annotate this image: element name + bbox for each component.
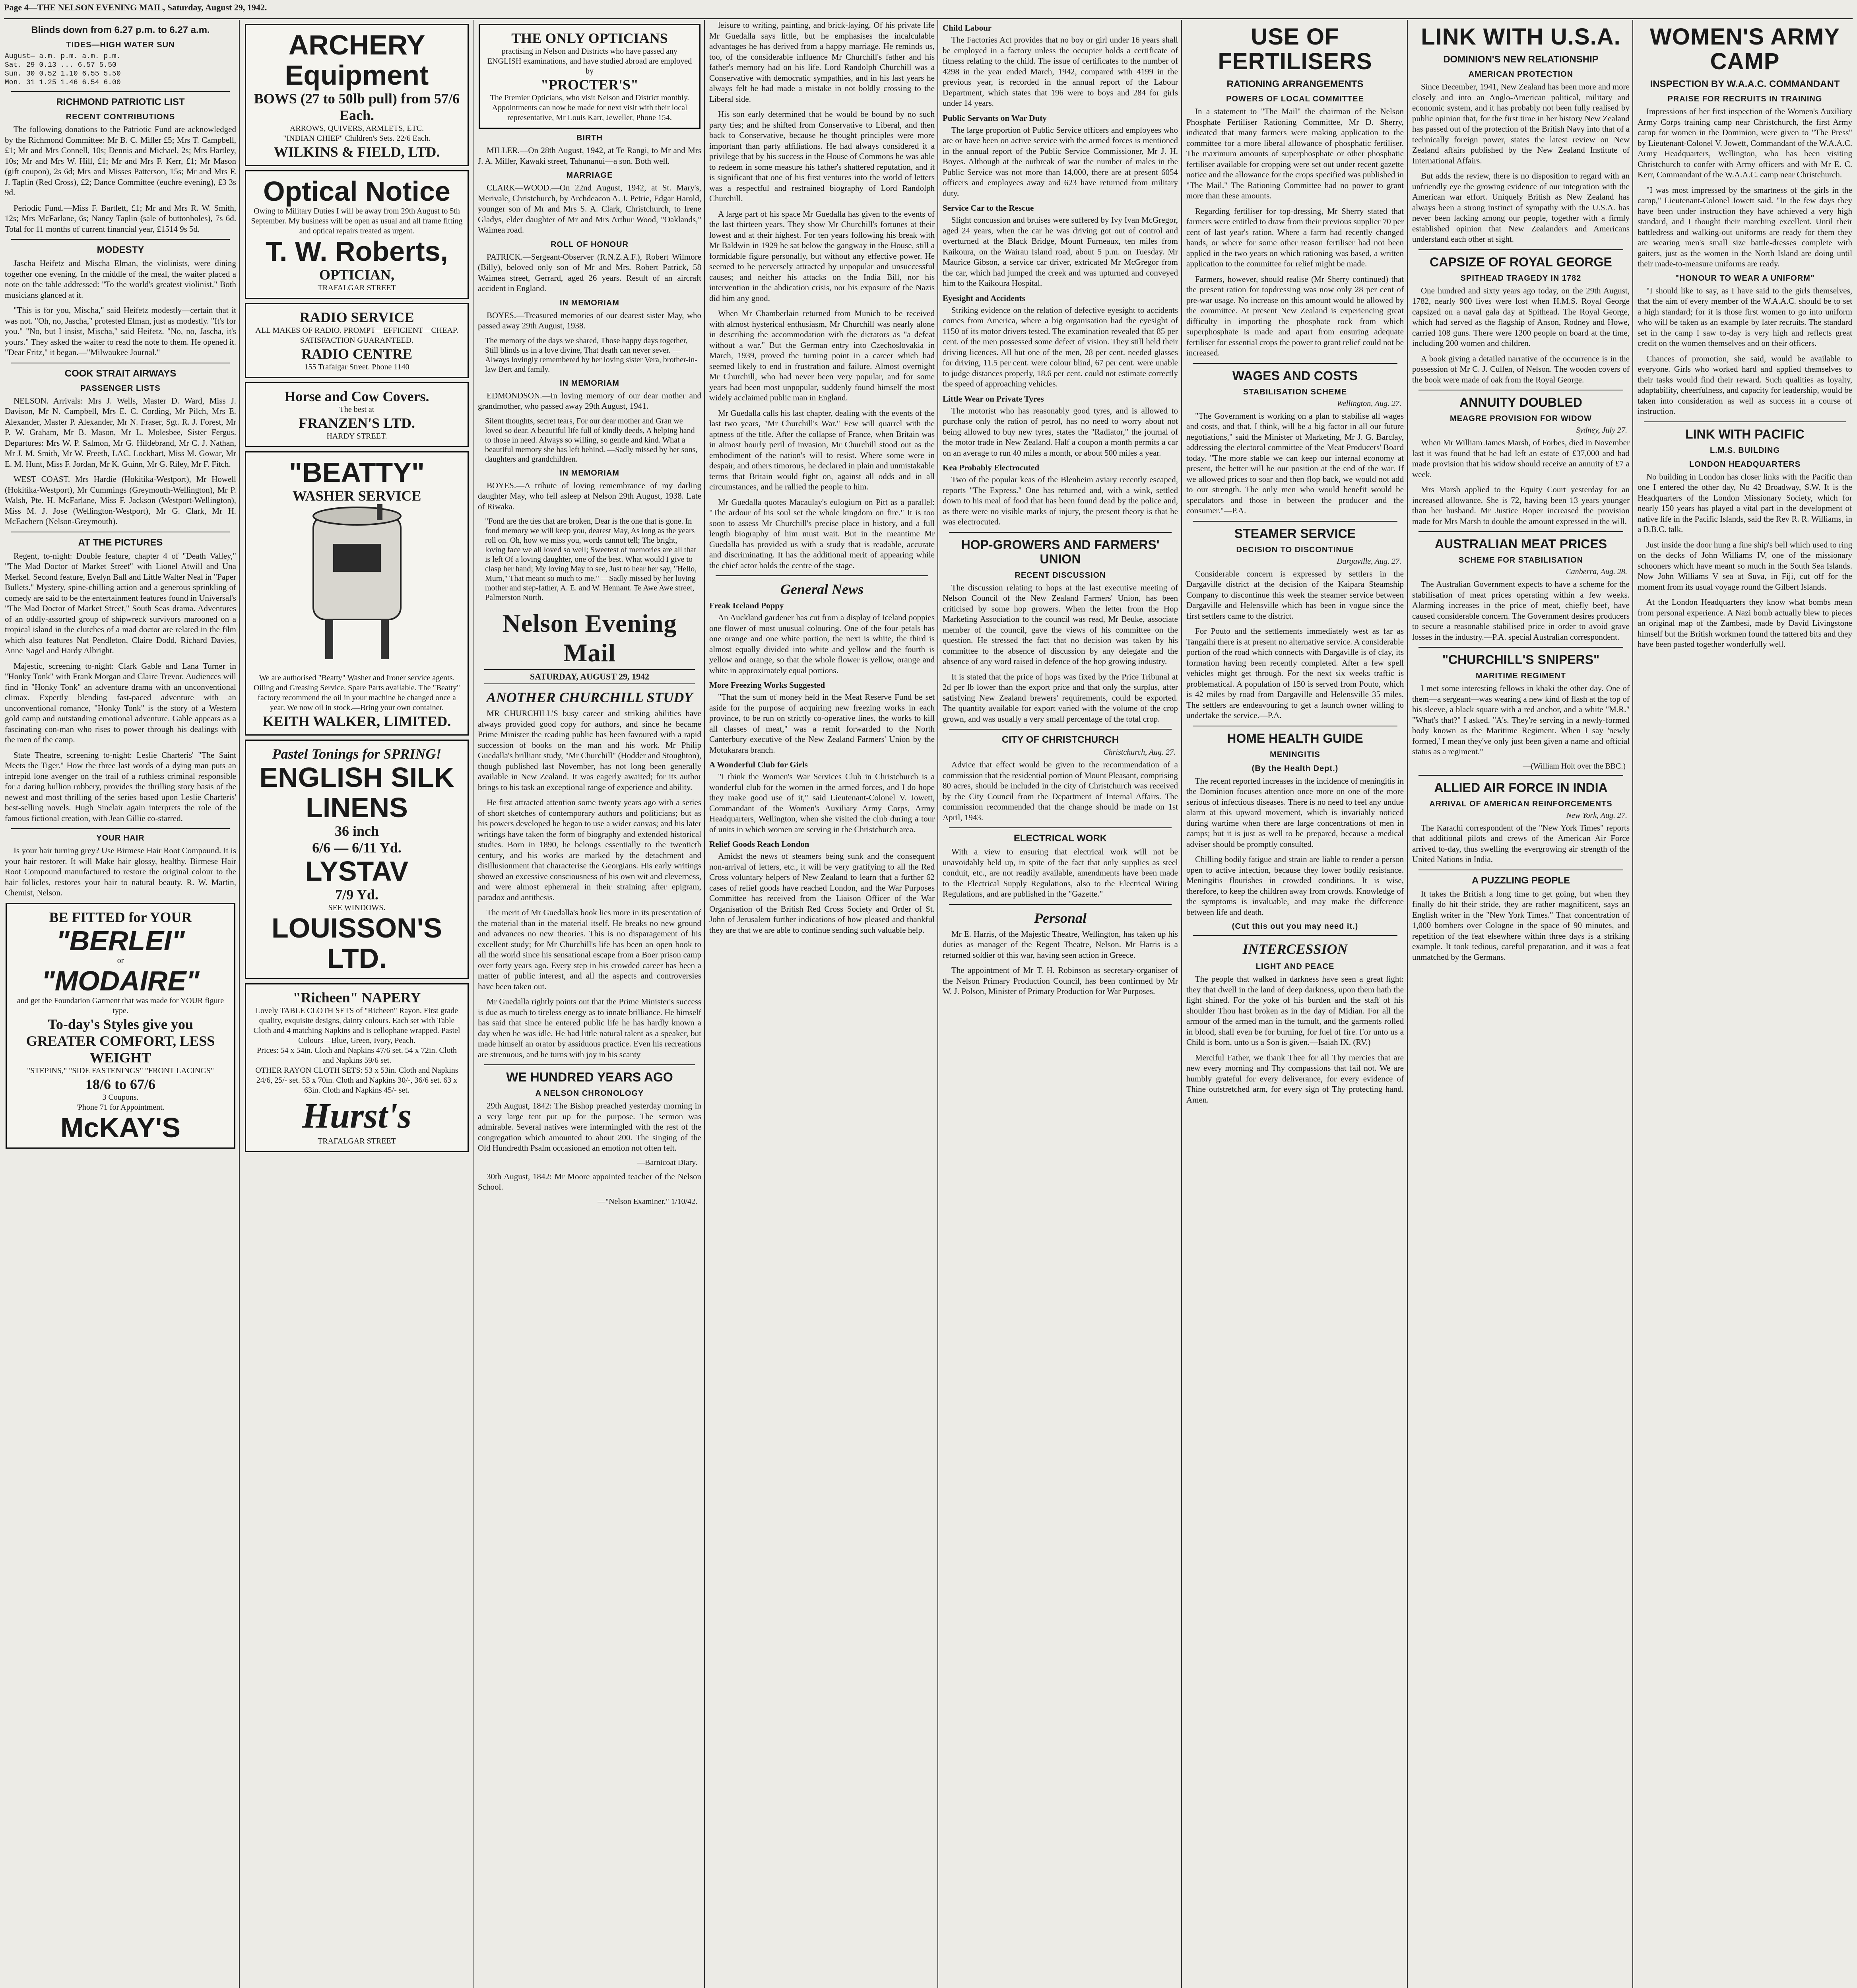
notice-heading: BIRTH [576, 134, 603, 142]
item-heading: Freak Iceland Poppy [709, 601, 784, 610]
article-text: The recent reported increases in the incidence of meningitis in the Dominion focuses attention once more on one of the more serious of infectious diseases. There is no need to feel any undue alarm at this upward movement, which is invariably noticed during wartime when there are large concentrations of men in camps; but it is just as well to be prepared, because a medical adviser should be promptly consulted. [1186, 776, 1404, 849]
subheadline: "HONOUR TO WEAR A UNIFORM" [1675, 274, 1815, 283]
article-text: No building in London has closer links with the Pacific than one I entered the other day, No 42 Broadway, S.W. It is the Headquarters of the London Missionary Society, which for nearly 150 years has played a vital part in the development of native life in the Pacific Islands, said the Rev R. R. Williams, in a B.B.C. talk. [1638, 472, 1852, 534]
article-text: Mr E. Harris, of the Majestic Theatre, Wellington, has taken up his duties as manager of the Regent Theatre, Nelson. Mr Harris is a returned soldier of this war, having seen action in Greece. [943, 929, 1178, 960]
article-text: Considerable concern is expressed by settlers in the Dargaville district at the decision of the Kaipara Steamship Company to discontinue this week the steamer service between Dargaville and Helensville which has been in vogue since the first settlers came to the district. [1186, 569, 1404, 621]
article-text: Just inside the door hung a fine ship's bell which used to ring on the decks of John Williams IV, one of the missionary schooners which have meant so much in the South Sea Islands. Now John Williams V sea at Suva, in Fiji, cut off for the moment from its usual voyage round the Gilbert Islands. [1638, 540, 1852, 592]
article-text: A book giving a detailed narrative of the occurrence is in the possession of Mr C. J. Cullen, of Nelson. The wooden covers of the book were made of oak from the Royal George. [1412, 353, 1630, 384]
article-text: It takes the British a long time to get going, but when they finally do hit their stride, they are rather magnificent, says an English writer in the "New York Times." That concentration of 1,000 bombers over Cologne in the space of 90 minutes, and repetition of the feat elsewhere within three days is a striking example. It took tedious, careful preparation, and it was a feat unmatched by the Germans. [1412, 889, 1630, 962]
article-text: Jascha Heifetz and Mischa Elman, the violinists, were dining together one evening. In the middle of the meal, the waiter placed a note on the table addressed: "To the world's greatest violinist." Both musicians glanced at it. [5, 258, 236, 300]
divider [1193, 363, 1397, 364]
ad-text: 155 Trafalgar Street. Phone 1140 [304, 363, 409, 371]
dateline: Dargaville, Aug. 27. [1337, 557, 1401, 566]
tide-row: Sat. 29 0.13 ... 6.57 5.50 [5, 61, 116, 69]
column-6 [1185, 20, 1405, 1988]
ad-text: OTHER RAYON CLOTH SETS: 53 x 53in. Cloth and Napkins 24/6, 25/- set. 53 x 70in. Cloth and Napkins 30/-, 36/6 set. 63 x 63in. Cloth and Napkins 45/- set. [255, 1066, 458, 1095]
ad-text: or [117, 956, 124, 965]
article-text: For Pouto and the settlements immediately west as far as Tangaihi there is at present no alternative service. A considerable portion of the road which connects with Dargaville is of clay, its formation having been recently completed. After a few spell vehicles might get through. For the next six weeks traffic is problematical. A population of 150 is served from Pouto, which is 42 miles by road from Dargaville and Helensville 35 miles. The settlers are endeavouring to get a launch owner willing to undertake the service.—P.A. [1186, 626, 1404, 720]
divider [1418, 775, 1623, 776]
headline: CITY OF CHRISTCHURCH [1001, 734, 1119, 745]
divider [949, 827, 1172, 828]
ad-text: "STEPINS," "SIDE FASTENINGS" "FRONT LACINGS" [27, 1066, 214, 1075]
ad-price: 18/6 to 67/6 [85, 1076, 155, 1092]
ad-title: Horse and Cow Covers. [284, 388, 429, 404]
headline: AUSTRALIAN MEAT PRICES [1434, 537, 1607, 551]
article-text: MR CHURCHILL'S busy career and striking abilities have always provided good copy for authors, and since he became Prime Minister the reading public has been favoured with a rapid succession of books on the man and his work. Mr Philip Guedalla's brilliant study, "Mr Churchill" (Hodder and Stoughton), though published last November, has not long been generally available in New Zealand. It was eagerly awaited; for its author brings to his task an exceptional range of experience and ability. [478, 709, 701, 792]
ad-text: 36 inch [334, 823, 379, 839]
ad-title: THE ONLY OPTICIANS [511, 30, 668, 46]
page-folio: Page 4—THE NELSON EVENING MAIL, Saturday, August 29, 1942. [4, 2, 1853, 19]
headline: AT THE PICTURES [78, 537, 163, 548]
article-text: "I should like to say, as I have said to the girls themselves, that the aim of every member of the W.A.A.C. should be to set a high standard; for it is those first women to go into uniform who will be taken as an example by later recruits. The standard set in the camp I saw to-day is very high and reflects great credit on the women themselves and on their officers. [1638, 285, 1852, 348]
article-text: Since December, 1941, New Zealand has been more and more closely and into an Anglo-American political, military and economic system, and it has probably not been fully realised by public opinion that, for the first time in her history New Zealand has passed out of the protection of the British Navy into that of a technically foreign power, states the latest review on New Zealand affairs published by the New Zealand Institute of International Affairs. [1412, 82, 1630, 165]
article-text: Mr Guedalla calls his last chapter, dealing with the events of the last two years, "Mr Churchill's War." Few will quarrel with the aptness of the title. After the collapse of France, when Britain was in almost hourly peril of invasion, Mr Churchill stood out as the embodiment of the nation's will to resist. Where some were in despair, and others timorous, he declared in plain and unmistakable terms that Britain would fight on, against all odds and in all circumstances, and he rallied the people to him. [709, 408, 935, 491]
article-text: The following donations to the Patriotic Fund are acknowledged by the Richmond Committee: Mr B. C. Miller £5; Mrs T. Campbell, £1; Mr and Mrs Connell, 10s; Dennis and Michael, 2s; Mrs Hartley, 10s; Mr and Mrs W. Hill, £1; Mr and Mrs F. Kerr, £1; Mr Mason (gift coupon), 2s 6d; Mrs and Misses Patterson, 15s; Mr and Mrs F. J. Taplin (Red Cross), £2; Dance Committee (euchre evening), £3 3s 9d. [5, 124, 236, 197]
article-text: Chances of promotion, she said, would be available to everyone. Girls who worked hard and applied themselves to their tasks would find their reward. Such qualities as loyalty, adaptability, cheerfulness, and capacity for leadership, would be taken into consideration as well as success in a course of instruction. [1638, 353, 1852, 416]
article-text: The large proportion of Public Service officers and employees who are or have been on active service with the armed forces is mentioned in the annual report of the Public Service Commissioner, Mr J. H. Boyes. Although at the outbreak of war the number of males in the Public Service was not more than 14,000, there are at present 6054 officers and employees away and 623 have returned from military duty. [943, 125, 1178, 198]
article-text: With a view to ensuring that electrical work will not be unavoidably held up, in spite of the fact that only supplies as steel conduit, etc., are not readily available, amendments have been made to the Electrical Supply Regulations, also to the Electrical Wiring Regulations, and are published in the "Gazette." [943, 847, 1178, 899]
article-text: Is your hair turning grey? Use Birmese Hair Root Compound. It is your hair restorer. It will Make hair glossy, healthy. Birmese Hair Root Compound manufactured to restore the original colour to the hair follicles, restores your hair to natural beauty. R. W. Martin, Chemist, Nelson. [5, 846, 236, 897]
ad-shop: "PROCTER'S" [540, 77, 638, 93]
article-text: Chilling bodily fatigue and strain are liable to render a person open to active infection, because they lower bodily resistance. Meningitis flourishes in crowded conditions. It is wise, therefore, to keep the children away from crowds. Knowledge of the symptoms is invaluable, and may make the difference between life and death. [1186, 854, 1404, 917]
ad-shop: KEITH WALKER, LIMITED. [262, 713, 451, 729]
attribution: —(William Holt over the BBC.) [1523, 761, 1626, 771]
divider [11, 239, 230, 240]
article-text: When Mr Chamberlain returned from Munich to be received with almost hysterical enthusiasm, Mr Churchill was nearly alone in describing the accommodation with the dictators as "a defeat without a war." But the German entry into Czechoslovakia in March, 1939, proved the turning point in a career which had seemed likely to end in frustration and failure. Almost overnight Mr Churchill, who had never been very popular, and for some years had been most unpopular, suddenly found himself the most widely acclaimed public man in England. [709, 309, 935, 402]
subheadline: A NELSON CHRONOLOGY [535, 1089, 644, 1098]
divider [1418, 249, 1623, 250]
article-text: The motorist who has reasonably good tyres, and is allowed to purchase only the ration of petrol, has no need to worry about not being allowed to buy new tyres, states the "Radiator," the journal of the motor trade in New Zealand. Half a coupon a month permits a car on an average to run 40 miles a month, or about 500 miles a year. [943, 406, 1178, 458]
column-7 [1411, 20, 1631, 1988]
archery-advertisement [245, 24, 469, 166]
dateline: Canberra, Aug. 28. [1566, 567, 1627, 576]
article-text: Merciful Father, we thank Thee for all Thy mercies that are new every morning and Thy compassions that fail not. We are humbly grateful for every deliverance, for every evidence of Thine outstretched arm, for every sign of Thy protecting hand. Amen. [1186, 1052, 1404, 1105]
ad-title: Pastel Tonings for SPRING! [272, 746, 442, 762]
subheadline: POWERS OF LOCAL COMMITTEE [1226, 95, 1364, 103]
article-text: The Factories Act provides that no boy or girl under 16 years shall be employed in a factory unless the occupier holds a certificate of fitness relating to the child. The issue of certificates to the number of 4298 in the year ended March, 1942, compared with 4199 in the previous year, is recorded in the annual report of the Labour Department, which states that 196 were to boys and 284 for girls under 14 years. [943, 35, 1178, 108]
item-heading: Relief Goods Reach London [709, 839, 809, 849]
hursts-logo: Hurst's [302, 1096, 412, 1136]
headline: CAPSIZE OF ROYAL GEORGE [1430, 254, 1612, 269]
subheadline: STABILISATION SCHEME [1243, 387, 1347, 396]
article-text: The Karachi correspondent of the "New York Times" reports that additional pilots and crews of the American Air Force arrived to-day, thus swelling the evergrowing air strength of the United Nations in India. [1412, 823, 1630, 864]
headline: WAGES AND COSTS [1232, 368, 1358, 383]
ad-brand: "BERLEI" [56, 925, 185, 956]
article-text: The discussion relating to hops at the last executive meeting of Nelson Council of the New Zealand Farmers' Union, has been criticised by some hop growers. When the letter from the Hop Marketing Association to the council was read, Mr Beuke, associate member of the council, gave the views of his committee on the question. He stressed the fact that no decision was taken by his committee to the absence of discussion by any delegate and the absence of any word raised in defence of the hop growing industry. [943, 582, 1178, 666]
headline: ELECTRICAL WORK [1013, 833, 1107, 844]
optical-advertisement [245, 170, 469, 299]
article-text: Majestic, screening to-night: Clark Gable and Lana Turner in "Honky Tonk" with Frank Morgan and Claire Trevor. Audiences will find in "Honky Tonk" an adventure drama with an unconventional climax. Expertly blending fast-paced adventure with an unconventional romance, "Honky Tonk" is the story of a Western gold camp and outstanding emotional adventure. Gable appears as a fascinating con-man who rises to power through his dealings with the men of the camp. [5, 661, 236, 744]
article-text: Advice that effect would be given to the recommendation of a commission that the residential portion of Mount Pleasant, comprising 80 acres, should be included in the city of Christchurch was received by the City Council from the Department of Internal Affairs. The commission recommended that the change should be made on 1st April, 1943. [943, 760, 1178, 822]
byline: (By the Health Dept.) [1252, 764, 1339, 773]
column-rule [239, 20, 240, 1988]
headline: USE OF FERTILISERS [1218, 24, 1372, 74]
article-text: 30th August, 1842: Mr Moore appointed teacher of the Nelson School. [478, 1171, 701, 1192]
ad-text: BE FITTED for YOUR [49, 909, 192, 925]
notice-text: BOYES.—A tribute of loving remembrance of my darling daughter May, who fell asleep at Nelson 29th August, 1938. Late of Riwaka. [478, 480, 701, 511]
ad-shop: RADIO CENTRE [301, 346, 413, 362]
notice-text: PATRICK.—Sergeant-Observer (R.N.Z.A.F.), Robert Wilmore (Billy), beloved only son of Mr and Mrs. Robert Patrick, 58 Waimea street, Gerrard, aged 26 years. Result of an aircraft accident in England. [478, 252, 701, 293]
ad-text: ARROWS, QUIVERS, ARMLETS, ETC. [289, 124, 424, 133]
subheadline: PASSENGER LISTS [80, 384, 161, 393]
headline: ALLIED AIR FORCE IN INDIA [1434, 780, 1608, 795]
item-heading: Public Servants on War Duty [943, 113, 1047, 123]
article-text: "That the sum of money held in the Meat Reserve Fund be set aside for the purpose of acquiring new freezing works in each province, to be run on strictly co-operative lines, the works to kill all classes of meat," was a remit forwarded to the North Canterbury executive of the New Zealand Farmers' Union by the Motukarara branch. [709, 692, 935, 755]
column-4 [708, 20, 936, 1988]
divider [11, 828, 230, 829]
ad-brand: "MODAIRE" [41, 965, 200, 996]
column-rule [937, 20, 938, 1988]
article-text: NELSON. Arrivals: Mrs J. Wells, Master D. Ward, Miss J. Davison, Mr N. Campbell, Mrs E. C. Cording, Mr Pilch, Mrs E. Alexander, Master P. Alexander, Mr N. Fraser, Sgt. R. J. Forest, Mr P. W. Graham, Mr B. Mason, Mr L. Molesbee, Sister Fergus. Departures: Mrs W. P. Salmon, Mr G. Hildebrand, Mr C. J. Nathan, Mr J. M. Smith, Mr W. Freeth, LAC. Lockhart, Miss M. Gowar, Mr E. M. Hunt, Miss F. Jordan, Mr K. Guinn, Mr G. Riley, Mr F. Fitch. [5, 396, 236, 469]
ad-text: Owing to Military Duties I will be away from 29th August to 5th September. My business will be open as usual and all frame fitting and optical repairs treated as urgent. [251, 207, 463, 235]
subheadline: DOMINION'S NEW RELATIONSHIP [1443, 54, 1599, 65]
attribution: —Barnicoat Diary. [637, 1158, 697, 1167]
berlei-advertisement [6, 903, 235, 1149]
item-heading: Kea Probably Electrocuted [943, 463, 1040, 472]
item-heading: Eyesight and Accidents [943, 293, 1025, 303]
ad-shop: T. W. Roberts, [266, 236, 448, 267]
article-text: One hundred and sixty years ago today, on the 29th August, 1782, nearly 900 lives were lost when H.M.S. Royal George capsized on a naval gala day at Spithead. The Royal George, which had served as the flagship of Anson, Rodney and Howe, carried 108 guns. There were 1200 people on board at the time, including 200 women and children. [1412, 285, 1630, 348]
note: (Cut this out you may need it.) [1232, 922, 1358, 931]
subheadline: L.M.S. BUILDING [1710, 446, 1780, 455]
column-5 [941, 20, 1180, 1988]
tide-row: Mon. 31 1.25 1.46 6.54 6.00 [5, 79, 121, 87]
ad-text: HARDY STREET. [326, 432, 387, 441]
ad-text: 3 Coupons. [102, 1093, 139, 1102]
dateline: New York, Aug. 27. [1566, 811, 1627, 820]
headline: YOUR HAIR [96, 834, 145, 843]
article-text: It is stated that the price of hops was fixed by the Price Tribunal at 2d per lb lower than the export price and that only the surplus, after satisfying New Zealand brewers' requirements, could be exported. The quantity available for export varied with the volume of the crop grown, and was usually a very small percentage of the total crop. [943, 672, 1178, 724]
dateline: Christchurch, Aug. 27. [1103, 748, 1176, 757]
divider [716, 575, 928, 576]
beatty-advertisement [245, 451, 469, 736]
column-rule [1181, 20, 1182, 1988]
headline: INTERCESSION [1242, 941, 1348, 957]
article-text: "I think the Women's War Services Club in Christchurch is a wonderful club for the women in the armed forces, and I do hope they make good use of it," said Lieutenant-Colonel V. Jowett, Commandant of the Women's Auxiliary Army Corps, Army Headquarters, Wellington, when she visited the club during a tour of units in which women are serving in the Christchurch area. [709, 772, 935, 834]
article-text: "This is for you, Mischa," said Heifetz modestly—certain that it was not. "Oh, no, Jascha," protested Elman, just as modestly. "It's for you." "No, but I insist, Mischa," said Heifetz. "No, no, Jascha, it's yours." They asked the waiter to read the note to them. He opened it. "Dear Fritz," it began.—"Milwaukee Journal." [5, 305, 236, 357]
ad-text: The Premier Opticians, who visit Nelson and District monthly. Appointments can now be made for next visit with their local representative, Mr Louis Karr, Jeweller, Phone 154. [490, 93, 689, 122]
ad-text: Prices: 54 x 54in. Cloth and Napkins 47/6 set. 54 x 72in. Cloth and Napkins 59/6 set. [257, 1046, 457, 1065]
ad-product: LYSTAV [305, 856, 409, 887]
article-text: An Auckland gardener has cut from a display of Iceland poppies one flower of most unusual colouring. One of the four petals has one orange and one white portion, the next is white, the third is almost equally divided into white and yellow and the fourth is yellow and orange, so that the whole flower is yellow, orange and white in approximately equal portions. [709, 613, 935, 675]
article-text: Striking evidence on the relation of defective eyesight to accidents comes from America, where a big organisation had the eyesight of 1150 of its motor drivers tested. The examination revealed that 85 per cent. of the men possessed some defect of vision. They still held their driving licences. All but one of the men, 28 per cent. needed glasses for driving, 11.5 per cent. were colour blind, 67 per cent. were unable to judge distances properly, 18.6 per cent. could not estimate correctly the speed of approaching vehicles. [943, 305, 1178, 388]
washing-machine-illustration [297, 504, 417, 671]
article-text: State Theatre, screening to-night: Leslie Charteris' "The Saint Meets the Tiger." How the three last words of a dying man puts an intrepid lone avenger on the trail of a ruthless criminal responsible for a daring bullion robbery, provides the thrilling story basis of the newest and most thrilling of the series based upon Leslie Charteris' best-selling novels. Hugh Sinclair again interprets the role of the famous fictional creation, with Jean Gillie co-starred. [5, 750, 236, 823]
ad-text: 'Phone 71 for Appointment. [76, 1103, 165, 1112]
subheadline: PRAISE FOR RECRUITS IN TRAINING [1667, 95, 1822, 103]
subheadline: DECISION TO DISCONTINUE [1236, 545, 1354, 554]
ad-text: The best at [339, 405, 375, 414]
article-text: The appointment of Mr T. H. Robinson as secretary-organiser of the Nelson Primary Production Council, has been confirmed by Mr W. J. Polson, Minister of Primary Production for War Purposes. [943, 965, 1178, 996]
ad-title: RADIO SERVICE [299, 309, 414, 325]
article-text: In a statement to "The Mail" the chairman of the Nelson Phosphate Fertiliser Rationing Committee, Mr D. Sherry, indicated that many farmers were making application to the committee for a more liberal allowance of phosphatic fertiliser. The maximum amounts of superphosphate or other phosphatic fertiliser available for cropping were set out under recent gazette notice and the allowance for the crops specified was published in "The Mail." The Rationing Committee had no power to grant more than these amounts. [1186, 107, 1404, 200]
section-headline: General News [780, 581, 863, 597]
subheadline: AMERICAN PROTECTION [1468, 70, 1574, 79]
article-text: Mr Guedalla quotes Macaulay's eulogium on Pitt as a parallel: "The ardour of his soul set the whole kingdom on fire." It is too soon to assess Mr Churchill's precise place in history, and a full length biography of him must wait. But in the meantime Mr Guedalla has provided us with a study that is readable, accurate and discriminating. It has the additional merit of appearing while the chief actor holds the centre of the stage. [709, 497, 935, 570]
notice-text: MILLER.—On 28th August, 1942, at Te Rangi, to Mr and Mrs J. A. Miller, Kawaki street, Tahunanui—a son. Both well. [478, 146, 701, 166]
tide-row: Sun. 30 0.52 1.10 6.55 5.50 [5, 70, 121, 78]
notice-text: BOYES.—Treasured memories of our dearest sister May, who passed away 29th August, 1938. [478, 310, 701, 330]
ad-title: ARCHERY Equipment [285, 29, 429, 91]
article-text: Periodic Fund.—Miss F. Bartlett, £1; Mr and Mrs R. W. Smith, 12s; Mrs McFarlane, 6s; Nancy Taplin (sale of buttonholes), 7s 6d. Total for 11 months of current financial year, £1514 9s 5d. [5, 203, 236, 234]
subheadline: SCHEME FOR STABILISATION [1458, 556, 1583, 565]
ad-text: WASHER SERVICE [292, 488, 421, 504]
subheadline: RECENT DISCUSSION [1015, 571, 1106, 580]
masthead-date: SATURDAY, AUGUST 29, 1942 [484, 669, 695, 684]
linens-advertisement [245, 740, 469, 979]
article-text: Farmers, however, should realise (Mr Sherry continued) that the present ration for topdressing was now only 28 per cent of pre-war usage. No increase on this amount would be allowed by the committee. At present New Zealand is experiencing great difficulty in importing the phosphate rock from which superphosphate is made and apart from ensuring adequate fertiliser for essential crops the power to grant relief could not be increased. [1186, 274, 1404, 357]
article-text: I met some interesting fellows in khaki the other day. One of them—a sergeant—was wearing a new kind of flash at the top of his sleeve, a black square with a red anchor, and a white "M.R." "What's that?" I asked. "A's. They're serving in a newly-formed body known as the Maritime Regiment. When I say 'newly formed,' I mean they've only just been given a name and official status as a regiment." [1412, 683, 1630, 756]
headline: MODESTY [97, 245, 144, 255]
ad-shop: LOUISSON'S LTD. [272, 912, 442, 974]
article-text: The people that walked in darkness have seen a great light: they that dwell in the land of deep darkness, upon them hath the light shined. For the yoke of his burden and the staff of his shoulder Thou hast broken as in the day of Midian. For all the armour of the armed man in the tumult, and the garments rolled in blood, shall even be for burning, for fuel of fire. For unto us a Child is born, unto us a Son is given.—Isaiah IX. (RV.) [1186, 974, 1404, 1047]
headline: STEAMER SERVICE [1234, 526, 1356, 541]
column-rule [1632, 20, 1633, 1988]
column-1 [3, 20, 238, 1988]
item-heading: More Freezing Works Suggested [709, 680, 825, 690]
item-heading: A Wonderful Club for Girls [709, 760, 808, 769]
ad-text: Lovely TABLE CLOTH SETS of "Richeen" Rayon. First grade quality, exquisite designs, dainty colours. Each set with Table Cloth and 4 matching Napkins and is cellophane wrapped. Pastel Colours—Blue, Green, Ivory, Peach. [253, 1006, 460, 1045]
ad-text: BOWS (27 to 50lb pull) from 57/6 Each. [254, 91, 460, 123]
divider [1193, 935, 1397, 936]
article-text: Mr Guedalla rightly points out that the Prime Minister's success is due as much to tireless energy as to innate brilliance. He himself has said that since he entered public life he has hardly known a day when he was idle. He had little natural talent as a speaker, but made himself an orator by assiduous practice. Even his recreations are strenuous, and he turns with joy in his scanty [478, 997, 701, 1059]
article-text: Two of the popular keas of the Blenheim aviary recently escaped, reports "The Express." One has returned and, with a wink, settled down to his meal of food that has been found dead by the police and, as there were no visible marks of injury, the present theory is that he was electrocuted. [943, 475, 1178, 526]
napery-advertisement [245, 983, 469, 1152]
article-text: Regarding fertiliser for top-dressing, Mr Sherry stated that farmers were entitled to draw from their previous supplier 70 per cent of last year's ration. Where a farm had recently changed hands, or where for some other reason fertiliser had not been applied in the two years on which rationing was based, a written application to the committee for relief might be made. [1186, 206, 1404, 268]
ad-text: practising in Nelson and Districts who have passed any ENGLISH examinations, and have studied abroad are employed by [487, 47, 692, 76]
subheadline: LONDON HEADQUARTERS [1689, 460, 1801, 469]
divider [11, 91, 230, 92]
subheadline: INSPECTION BY W.A.A.C. COMMANDANT [1650, 79, 1840, 89]
ad-text: ALL MAKES OF RADIO. PROMPT—EFFICIENT—CHEAP. SATISFACTION GUARANTEED. [255, 326, 458, 345]
column-8 [1636, 20, 1854, 1988]
notice-heading: MARRIAGE [566, 171, 613, 180]
article-text: Slight concussion and bruises were suffered by Ivy Ivan McGregor, aged 24 years, when the car he was driving got out of control and overturned at the Black Bridge, Mount Furneaux, ten miles from Kaikoura, on the Wairau Island road, about 5 p.m. on Tuesday. Mr Maurice Gibson, a service car driver, extricated Mr McGregor from the car, which had jumped the creek and was upturned and conveyed him to the Kaikoura Hospital. [943, 215, 1178, 288]
divider [1193, 521, 1397, 522]
notice-heading: IN MEMORIAM [560, 379, 619, 388]
section-headline: Personal [1034, 910, 1087, 926]
article-text: Amidst the news of steamers being sunk and the consequent non-arrival of letters, etc., it will be very gratifying to all the Red Cross voluntary helpers of New Zealand to learn that a further 62 cases of relief goods have reached London, and the War Purposes Committee has received from the Liaison Officer of the War Organisation of the British Red Cross Society and Order of St. John of Jerusalem further indications of how pleased and thankful they are that we are able to continue sending such valuable help. [709, 851, 935, 935]
attribution: —"Nelson Examiner," 1/10/42. [597, 1197, 697, 1206]
ad-shop: McKAY'S [60, 1112, 180, 1143]
notice-text: CLARK—WOOD.—On 22nd August, 1942, at St. Mary's, Merivale, Christchurch, by Archdeacon A. J. Petrie, Edgar Harold, younger son of Mr and Mrs S. A. Clark, Christchurch, to Irene Gladys, elder daughter of Mr and Mrs Arthur Wood, "Oaklands," Waimea road. [478, 183, 701, 235]
article-text: WEST COAST. Mrs Hardie (Hokitika-Westport), Mr Howell (Hokitika-Westport), Mr Cummings (Greymouth-Wellington), Mr P. Walsh, Pte. H. McFarlane, Miss F. Jackson (Westport-Wellington), Miss M. J. Jose (Wellington-Westport), Mr G. Clark, Mr H. McEachern (Nelson-Greymouth). [5, 474, 236, 526]
article-text: At the London Headquarters they know what bombs mean from personal experience. A Nazi bomb actually blew to pieces an original map of the Zambesi, made by David Livingstone himself but the British workmen found the tattered bits and they have been pasted together wonderfully well. [1638, 597, 1852, 649]
subheadline: RATIONING ARRANGEMENTS [1226, 79, 1364, 89]
subheadline: MENINGITIS [1270, 750, 1320, 759]
column-3 [476, 20, 703, 1988]
dateline: Wellington, Aug. 27. [1337, 399, 1401, 408]
tide-title: TIDES—HIGH WATER SUN [66, 41, 175, 49]
memorial-verse: Silent thoughts, secret tears, For our dear mother and Gran we loved so dear. A beautiful life full of kindly deeds, A helping hand to those in need. Always so willing, so gentle and kind. What a beautiful memory she has left behind. —Sadly missed by her sons, daughters and grandchildren. [485, 416, 698, 464]
headline: LINK WITH PACIFIC [1685, 427, 1805, 441]
headline: WOMEN'S ARMY CAMP [1650, 24, 1840, 74]
notice-text: EDMONDSON.—In loving memory of our dear mother and grandmother, who passed away 29th August, 1941. [478, 390, 701, 411]
ad-text: To-day's Styles give you GREATER COMFORT, LESS WEIGHT [26, 1016, 215, 1066]
article-text: The Australian Government expects to have a scheme for the stabilisation of meat prices operating within a few weeks. Alarming increases in the price of meat, chiefly beef, have caused considerable concern. The Government desires producers to secure a reasonable stabilised price in order to avoid grave losses in the industry.—P.A. special Australian correspondent. [1412, 579, 1630, 642]
dateline: Sydney, July 27. [1576, 426, 1627, 435]
column-rule [704, 20, 705, 1988]
ad-shop: FRANZEN'S LTD. [299, 415, 415, 431]
headline: A PUZZLING PEOPLE [1471, 875, 1570, 886]
ad-text: TRAFALGAR STREET [318, 1137, 396, 1145]
ad-product: ENGLISH SILK LINENS [259, 762, 454, 823]
article-text: When Mr William James Marsh, of Forbes, died in November last it was found that he had left an estate of £37,000 and had made provision that his widow should receive an annuity of £7 a week. [1412, 438, 1630, 479]
divider [949, 729, 1172, 730]
divider [484, 1064, 695, 1065]
notice-heading: IN MEMORIAM [560, 468, 619, 478]
ad-title: "BEATTY" [289, 457, 425, 488]
subheadline: RECENT CONTRIBUTIONS [66, 113, 175, 121]
column-2 [243, 20, 471, 1988]
divider [1418, 531, 1623, 532]
article-text: His son early determined that he would be bound by no such party ties; and he shifted from Conservative to Liberal, and then back to Conservative, because he thought principles were more important than party affiliations. He had always considered it a privilege that by his success in the House of Commons he was able to redeem in some measure his father's shattered reputation, and it is significant that one of his first ventures into the world of letters was a respectful and restrained biography of Lord Randolph Churchill. [709, 109, 935, 203]
headline: COOK STRAIT AIRWAYS [64, 368, 177, 379]
article-text: A large part of his space Mr Guedalla has given to the events of the last thirteen years. They show Mr Churchill's fortunes at their lowest and at their highest. For ten years following his break with Mr Baldwin in 1929 he sat below the gangway in the House, still a formidable figure personally, but without any effective power. He seemed to be perversely attracted by unpopular and unsuccessful causes; and neither his attacks on the India Bill, nor his intervention in the abdication crisis, nor his exposure of the Nazis did him any good. [709, 209, 935, 303]
notice-heading: IN MEMORIAM [560, 298, 619, 307]
blinds-notice: Blinds down from 6.27 p.m. to 6.27 a.m. [31, 25, 210, 35]
article-text: But adds the review, there is no disposition to regard with an unfriendly eye the growing evidence of our integration with the American war effort. Uniquely British as New Zealand has always been a strong instinct of sympathy with the U.S.A. has never been lacking among our people, together with a firmly established opinion that New Zealanders and Americans understand each other at sight. [1412, 171, 1630, 244]
item-heading: Service Car to the Rescue [943, 203, 1034, 213]
headline: ANNUITY DOUBLED [1459, 395, 1582, 410]
ad-price: 7/9 Yd. [335, 887, 378, 903]
subheadline: MARITIME REGIMENT [1476, 672, 1566, 680]
divider [1418, 647, 1623, 648]
headline: HOME HEALTH GUIDE [1227, 731, 1363, 746]
masthead: Nelson Evening Mail [502, 609, 677, 667]
subheadline: MEAGRE PROVISION FOR WIDOW [1450, 414, 1592, 423]
ad-text: SEE WINDOWS. [328, 903, 386, 912]
ad-price: 6/6 — 6/11 Yd. [312, 840, 402, 856]
ad-text: TRAFALGAR STREET [318, 283, 396, 292]
column-rule [1407, 20, 1408, 1988]
tide-table [3, 52, 238, 87]
ad-title: Optical Notice [263, 176, 450, 207]
memorial-verse: The memory of the days we shared, Those happy days together, Still blinds us in a love divine, That death can never sever. —Always lovingly remembered by her loving sister Vera, brother-in-law Bert and family. [485, 336, 698, 374]
tide-header: August— a.m. p.m. a.m. p.m. [5, 52, 121, 60]
item-heading: Little Wear on Private Tyres [943, 394, 1044, 404]
radio-advertisement [245, 303, 469, 378]
opticians-advertisement [479, 24, 700, 129]
article-text: "The Government is working on a plan to stabilise all wages and costs, and that, I think, will be a big factor in all our future negotiations," said the Minister of Marketing, Mr J. G. Barclay, addressing the electoral committee of the Meat Producers' Board today. "The more stable we can keep our internal economy at present, the better will be our position at the end of the war. If we allowed prices to soar and then flop back, we would not add to our strength. The only men who would benefit would be speculators and those in between the producer and the consumer."—P.A. [1186, 411, 1404, 515]
subheadline: SPITHEAD TRAGEDY IN 1782 [1460, 274, 1581, 283]
subheadline: LIGHT AND PEACE [1255, 962, 1335, 971]
ad-text: We are authorised "Beatty" Washer and Ironer service agents. Oiling and Greasing Service. Spare Parts available. The "Beatty" factory recommend the oil in your machine be changed once a year. We now oil in stock.—Bring your own container. [253, 674, 460, 712]
article-text: leisure to writing, painting, and brick-laying. Of his private life Mr Guedalla says little, but he emphasises the incalculable advantages he has derived from a happy marriage. He reminds us, too, of the considerable influence Mr Churchill's father and his father's memory had on his life. Lord Randolph Churchill was a Conservative with democratic sympathies, and in his last years he always felt he had made a mistake in not boldly crossing to the Liberal side. [709, 20, 935, 104]
memorial-verse: "Fond are the ties that are broken, Dear is the one that is gone. In fond memory we will keep you, dearest May, As long as the years roll on. Oh, how we miss you, words cannot tell; The bright, loving face we all loved so well; Sweetest of memories are all that is left Of a loving daughter, one of the best. What would I give to clasp her hand; My loving May to see, Just to hear her say, "Hello, Mum," That meant so much to me." —Sadly missed by her loving mother and step-father, A. E. and W. Hennant. Te Awe Awe street, Palmerston North. [485, 517, 697, 602]
ad-shop: WILKINS & FIELD, LTD. [274, 144, 440, 160]
article-text: 29th August, 1842: The Bishop preached yesterday morning in a very large tent put up for the purpose. The sermon was admirable. Several natives were intermingled with the rest of the congregation which amounted to about 200. The singing of the Old Hundredth Psalm occasioned an emotion not often felt. [478, 1101, 701, 1153]
headline: "CHURCHILL'S SNIPERS" [1442, 652, 1600, 667]
ad-text: "INDIAN CHIEF" Children's Sets. 22/6 Each. [283, 134, 431, 143]
editorial-headline: ANOTHER CHURCHILL STUDY [486, 689, 693, 705]
subheadline: ARRIVAL OF AMERICAN REINFORCEMENTS [1429, 799, 1613, 808]
divider [949, 904, 1172, 905]
headline: LINK WITH U.S.A. [1421, 24, 1621, 50]
article-text: Regent, to-night: Double feature, chapter 4 of "Death Valley," "The Mad Doctor of Market Street" with Lionel Atwill and Una Merkel. Second feature, Evelyn Ball and Little Walter Neal in "Paper Bullets." Mystery, spine-chilling action and a generous sprinkling of comedy are said to be the entertainment features found in Universal's "The Mad Doctor of Market Street," South Seas drama. Adventures of an oddly-assorted group of shipwreck survivors marooned on a tropical island in the clutches of a mad doctor are related in the film which also features Nat Pendleton, Claire Dodd, Richard Davies, Anne Nagel and Hardy Albright. [5, 551, 236, 655]
article-text: "I was most impressed by the smartness of the girls in the camp," Lieutenant-Colonel Jowett said. "In the few days they have been under instruction they have achieved a very high standard, and I thought their marching excellent. Until their battledress and walking-out uniforms are ready for them they are wearing men's small size battle-dresses complete with gaiters, just as the women in the North Island are doing until their made-to-measure uniforms are ready. [1638, 185, 1852, 268]
horse-covers-advertisement [245, 382, 469, 447]
article-text: Mrs Marsh applied to the Equity Court yesterday for an increased allowance. She is 72, having been 13 years younger than her husband. Mr Justice Roper increased the provision made for Mrs Marsh to double the amount expressed in the will. [1412, 485, 1630, 526]
ad-title: "Richeen" NAPERY [293, 990, 421, 1006]
ad-text: OPTICIAN, [319, 267, 395, 283]
article-text: The merit of Mr Guedalla's book lies more in its presentation of the material than in the material itself. He breaks no new ground and advances no new theories. This is no disparagement of his excellent study; for Mr Churchill's life has been an open book to all the world since his sensational escape from a Boer prison camp over forty years ago. Every step in his crowded career has been a matter of public interest, and all the aspects and controversies have been taken out. [478, 908, 701, 991]
item-heading: Child Labour [943, 23, 992, 33]
divider [1644, 421, 1846, 422]
notice-heading: ROLL OF HONOUR [551, 240, 629, 249]
divider [949, 532, 1172, 533]
headline: WE HUNDRED YEARS AGO [506, 1070, 673, 1084]
headline: HOP-GROWERS AND FARMERS' UNION [961, 537, 1160, 566]
ad-text: and get the Foundation Garment that was made for YOUR figure type. [17, 996, 224, 1015]
article-text: Impressions of her first inspection of the Women's Auxiliary Army Corps training camp near Christchurch, the first Army camp for women in the Dominion, were given to "The Press" by Lieutenant-Colonel V. Jowett, Commandant of the W.A.A.C. Army Headquarters, Wellington, who has been visiting Christchurch to confer with Army officers and with Mr E. C. Kerr, Commandant of the W.A.A.C. camp near Christchurch. [1638, 107, 1852, 179]
headline: RICHMOND PATRIOTIC LIST [56, 97, 185, 107]
article-text: He first attracted attention some twenty years ago with a series of short sketches of contemporary authors and politicians; but as his powers developed he began to use a wider canvas; and his later writings have taken the form of biography and extended historical studies. Born in 1890, he belongs essentially to the twentieth century, and his works are marked by the detachment and disillusionment that characterise the Georgians. His early writings showed an excessive consciousness of his own wit and cleverness, and were almost ephemeral in their straining after epigram, paradox and antithesis. [478, 798, 701, 902]
